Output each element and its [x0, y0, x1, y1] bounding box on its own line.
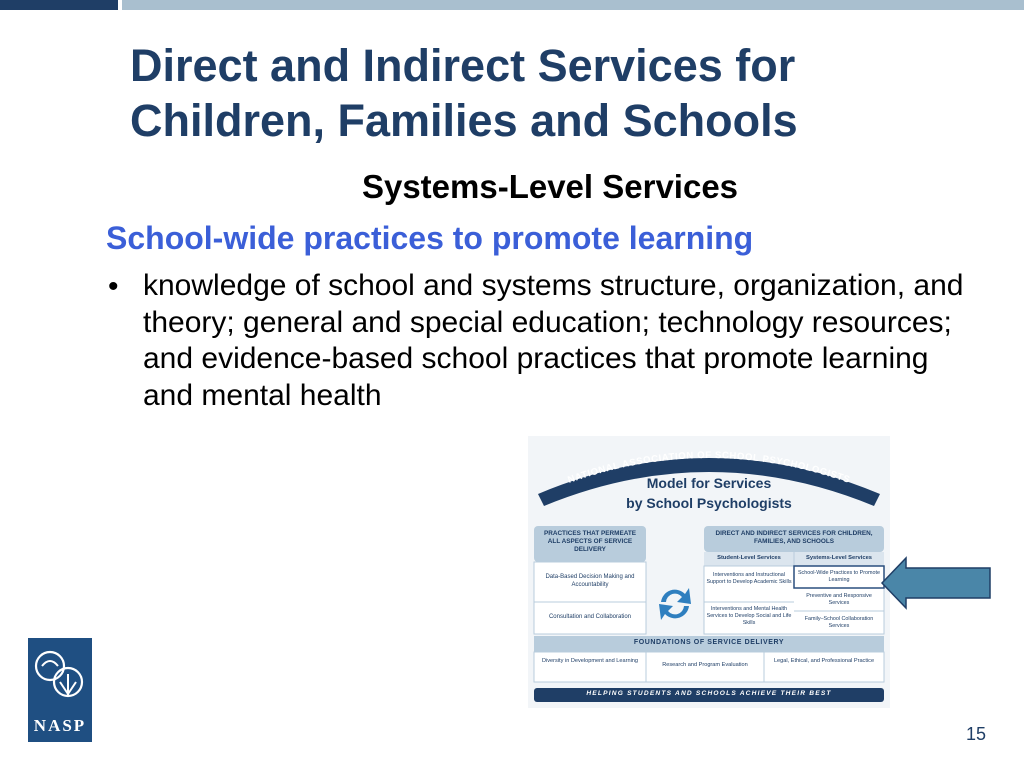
top-accent-bar-light	[122, 0, 1024, 10]
systems-level-header: Systems-Level Services	[805, 555, 873, 561]
systems-item-2: Preventive and Responsive Services	[806, 593, 872, 606]
systems-item-3: Family–School Collaboration Services	[804, 616, 874, 629]
student-item-1: Interventions and Instructional Support to Develop Academic Skills	[706, 572, 792, 585]
nasp-logo	[28, 638, 92, 742]
model-title-line1: Model for Services	[646, 475, 772, 491]
bullet-text: knowledge of school and systems structure, organization, and theory; general and special education; technology resources; and evidence-based school practices that promote learning and mental health	[143, 269, 964, 412]
cycle-arrows-icon	[659, 588, 691, 620]
page-number: 15	[966, 724, 987, 744]
left-panel-header: PRACTICES THAT PERMEATE ALL ASPECTS OF SERVICE DELIVERY	[543, 530, 637, 553]
left-panel-body	[534, 562, 646, 634]
model-footer-text: HELPING STUDENTS AND SCHOOLS ACHIEVE THEIR BEST	[586, 690, 832, 697]
model-banner-text: NATIONAL ASSOCIATION OF SCHOOL PSYCHOLOGISTS	[566, 449, 852, 486]
foundations-header: FOUNDATIONS OF SERVICE DELIVERY	[633, 639, 785, 646]
foundations-item-1: Diversity in Development and Learning	[541, 658, 639, 664]
left-item-1: Data-Based Decision Making and Accountability	[545, 574, 635, 588]
slide-title: Direct and Indirect Services for Children, Families and Schools	[130, 40, 798, 146]
nasp-emblem-icon	[28, 638, 92, 714]
student-item-2: Interventions and Mental Health Services to Develop Social and Life Skills	[706, 606, 792, 626]
foundations-item-2: Research and Program Evaluation	[662, 662, 748, 668]
left-item-2: Consultation and Collaboration	[548, 614, 632, 620]
foundations-item-3: Legal, Ethical, and Professional Practice	[773, 658, 875, 664]
model-title-line2: by School Psychologists	[626, 495, 792, 511]
systems-item-1: School-Wide Practices to Promote Learning	[797, 570, 881, 583]
section-heading: School-wide practices to promote learning	[106, 220, 754, 256]
student-level-header: Student-Level Services	[717, 555, 781, 561]
top-accent-bar-dark	[0, 0, 118, 10]
slide-subtitle: Systems-Level Services	[361, 168, 739, 205]
nasp-logo-text: NASP	[33, 716, 87, 735]
pointer-arrow	[880, 556, 992, 610]
nasp-model-graphic	[528, 436, 890, 708]
right-panel-header: DIRECT AND INDIRECT SERVICES FOR CHILDREN, FAMILIES, AND SCHOOLS	[715, 530, 873, 545]
bullet-marker: •	[108, 270, 119, 303]
